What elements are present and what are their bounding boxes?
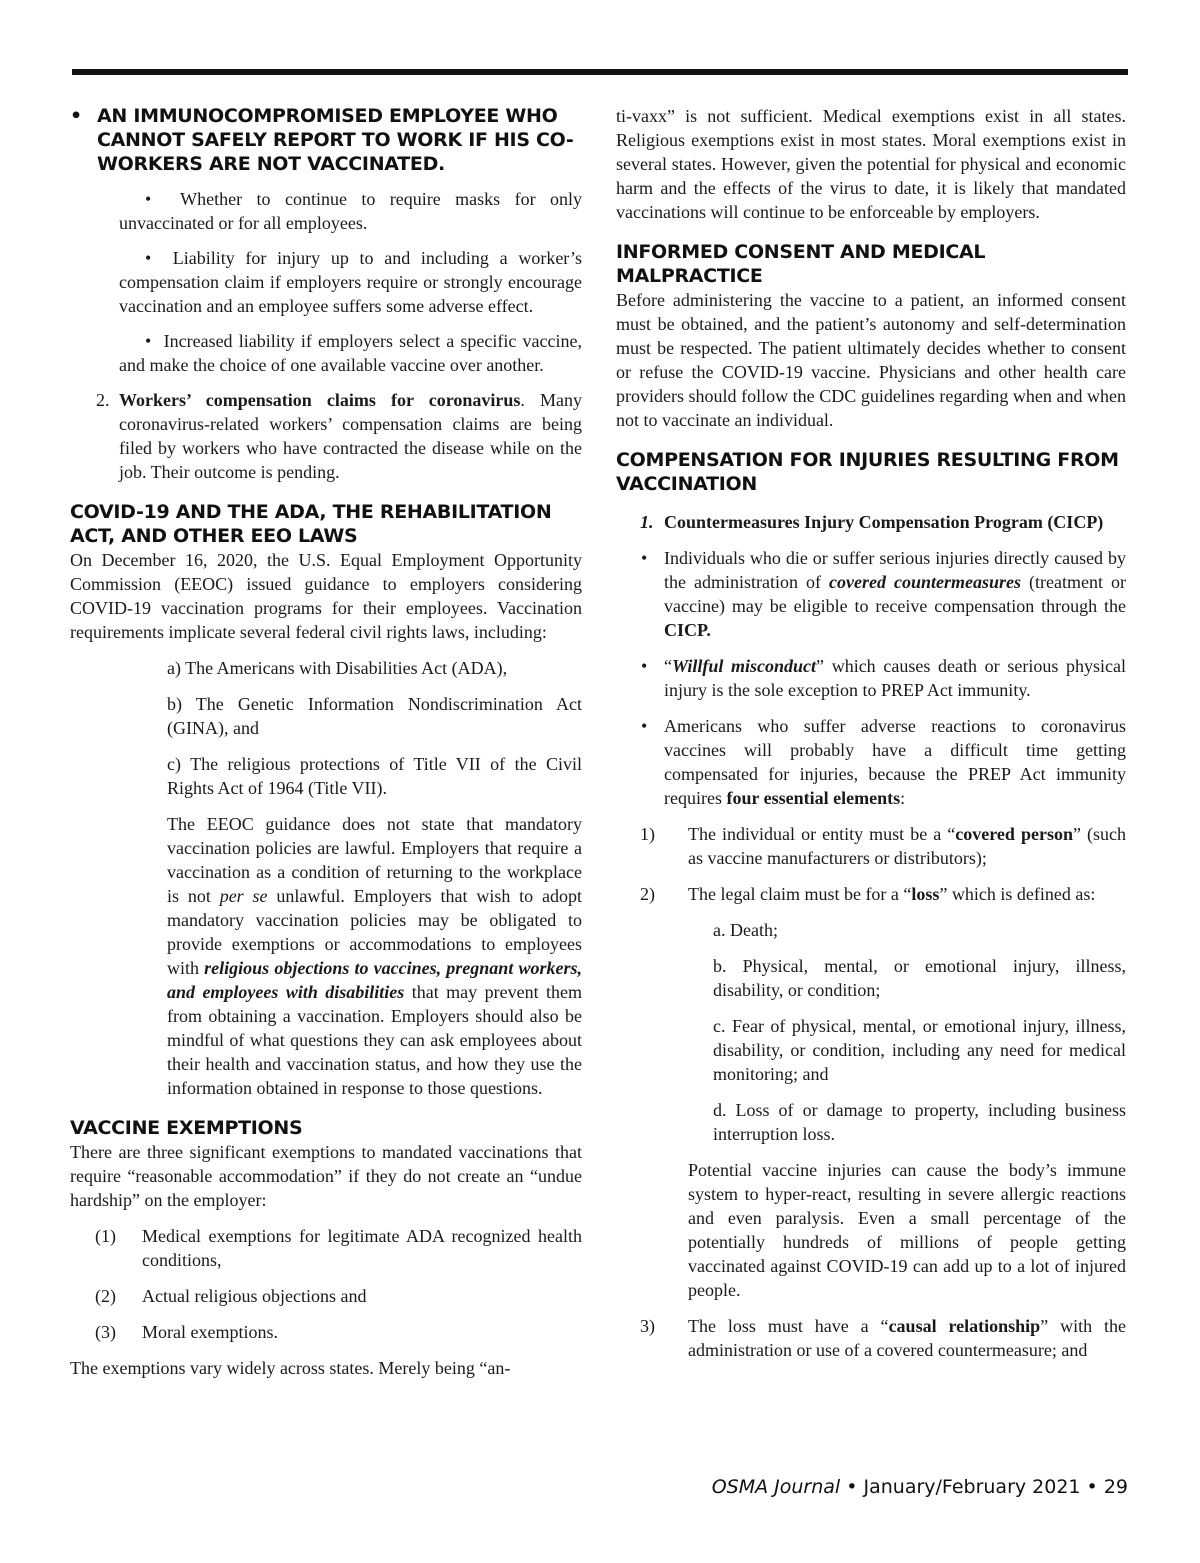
sub-bullet: • Increased liability if employers select a specific vaccine, and make the choice of one available vaccine over another. — [119, 331, 582, 375]
element-item: 3) The loss must have a “causal relationship” with the administration or use of a covered countermeasure; and — [640, 1316, 1127, 1360]
item-title: Workers’ compensation claims for coronavirus — [119, 390, 521, 410]
top-rule — [72, 69, 1128, 75]
law-item: b) The Genetic Information Nondiscrimination Act (GINA), and — [167, 694, 582, 738]
exemption-item: (3) Moral exemptions. — [95, 1322, 278, 1342]
cicp-title: Countermeasures Injury Compensation Program (CICP) — [664, 512, 1104, 532]
loss-item: b. Physical, mental, or emotional injury, illness, disability, or condition; — [713, 956, 1126, 1000]
item-text: . Many coronavirus-related workers’ compensation claims are being filed by workers who have contracted the disease while on the job. Their outcome is pending. — [119, 390, 582, 482]
laws-list — [167, 656, 582, 1100]
issue-date: January/February 2021 — [863, 1476, 1081, 1498]
page-footer: OSMA Journal • January/February 2021 • 29 — [711, 1476, 1128, 1498]
top-bullet — [70, 104, 582, 176]
loss-item: a. Death; — [713, 920, 778, 940]
continued-paragraph: ti-vaxx” is not sufficient. Medical exemptions exist in all states. Religious exemptions exist in most states. Moral exemptions exist in several states. However, given the potential for physical and economic harm and the effects of the virus to date, it is likely that mandated vaccinations will continue to be enforceable by employers. — [616, 106, 1126, 222]
loss-list — [713, 918, 1126, 1146]
sub-bullet-list — [119, 187, 582, 377]
law-item: a) The Americans with Disabilities Act (ADA), — [167, 658, 508, 678]
page-number: 29 — [1103, 1476, 1128, 1498]
workers-comp-item — [70, 388, 582, 484]
journal-name: OSMA Journal — [711, 1476, 841, 1498]
sub-bullet: • Liability for injury up to and including a worker’s compensation claim if employers require or strongly encourage vaccination and an employee suffers some adverse effect. — [119, 248, 582, 316]
section-heading-ada: COVID-19 AND THE ADA, THE REHABILITATION ACT, AND OTHER EEO LAWS — [70, 501, 552, 547]
exemption-item: (1) Medical exemptions for legitimate ADA recognized health conditions, — [95, 1226, 582, 1270]
loss-item: c. Fear of physical, mental, or emotional injury, illness, disability, or condition, including any need for medical monitoring; and — [713, 1016, 1126, 1084]
section-heading-exemptions: VACCINE EXEMPTIONS — [70, 1117, 303, 1139]
bullet-dot: • — [641, 656, 648, 676]
exemptions-list — [95, 1224, 582, 1344]
bullet-dot: • — [641, 716, 648, 736]
item-number: 1. — [640, 512, 654, 532]
consent-paragraph: Before administering the vaccine to a patient, an informed consent must be obtained, and the patient’s autonomy and self-determination must be respected. The patient ultimately decides whether to consent or refuse the COVID-19 vaccine. Physicians and other health care providers should follow the CDC guidelines regarding when and when not to vaccinate an individual. — [616, 290, 1126, 430]
eeoc-paragraph: The EEOC guidance does not state that mandatory vaccination policies are lawful. Employers that require a vaccination as a condition of returning to the workplace is not per se unlawful. Employers that wish to adopt mandatory vaccination policies may be obligated to provide exemptions or accommodations to employees with religious objections to vaccines, pregnant workers, and employees with disabilities that may prevent them from obtaining a vaccination. Employers should also be mindful of what questions they can ask employees about their health and vaccination status, and how they use the information obtained in response to those questions. — [167, 814, 582, 1098]
left-column — [70, 104, 582, 1380]
bullet-dot: • — [641, 548, 648, 568]
law-item: c) The religious protections of Title VII of the Civil Rights Act of 1964 (Title VII). — [167, 754, 582, 798]
bullet-item: • Americans who suffer adverse reactions to coronavirus vaccines will probably have a difficult time getting compensated for injuries, because the PREP Act immunity requires four essential elements: — [641, 716, 1126, 808]
right-column — [616, 104, 1126, 1362]
ada-intro: On December 16, 2020, the U.S. Equal Employment Opportunity Commission (EEOC) issued guidance to employers considering COVID-19 vaccination programs for their employees. Vaccination requirements implicate several federal civil rights laws, including: — [70, 550, 582, 642]
item-number: 2. — [96, 390, 110, 410]
exemption-item: (2) Actual religious objections and — [95, 1286, 367, 1306]
section-heading-compensation: COMPENSATION FOR INJURIES RESULTING FROM VACCINATION — [616, 449, 1119, 495]
element-item: 2) The legal claim must be for a “loss” which is defined as: — [640, 884, 1096, 904]
exemptions-intro: There are three significant exemptions to mandated vaccinations that require “reasonable accommodation” if they do not create an “undue hardship” on the employer: — [70, 1142, 582, 1210]
bullet-item: • “Willful misconduct” which causes death or serious physical injury is the sole exception to PREP Act immunity. — [641, 656, 1126, 700]
cicp-title-item — [616, 510, 1126, 534]
exemptions-tail: The exemptions vary widely across states. Merely being “an- — [70, 1358, 511, 1378]
loss-item: d. Loss of or damage to property, including business interruption loss. — [713, 1100, 1126, 1144]
bullet-dot: • — [70, 105, 82, 127]
section-heading-consent: INFORMED CONSENT AND MEDICAL MALPRACTICE — [616, 241, 986, 287]
sub-bullet: • Whether to continue to require masks for only unvaccinated or for all employees. — [119, 189, 582, 233]
potential-injuries-paragraph: Potential vaccine injuries can cause the body’s immune system to hyper-react, resulting in severe allergic reactions and even paralysis. Even a small percentage of the potentially hundreds of millions of people getting vaccinated against COVID-19 can add up to a lot of injured people. — [688, 1160, 1126, 1300]
top-bullet-text: AN IMMUNOCOMPROMISED EMPLOYEE WHO CANNOT SAFELY REPORT TO WORK IF HIS CO-WORKERS ARE NOT VACCINATED. — [97, 105, 574, 175]
element-item: 1) The individual or entity must be a “covered person” (such as vaccine manufacturers or distributors); — [640, 824, 1126, 868]
bullet-item: • Individuals who die or suffer serious injuries directly caused by the administration of covered countermeasures (treatment or vaccine) may be eligible to receive compensation through the CICP. — [641, 548, 1126, 640]
